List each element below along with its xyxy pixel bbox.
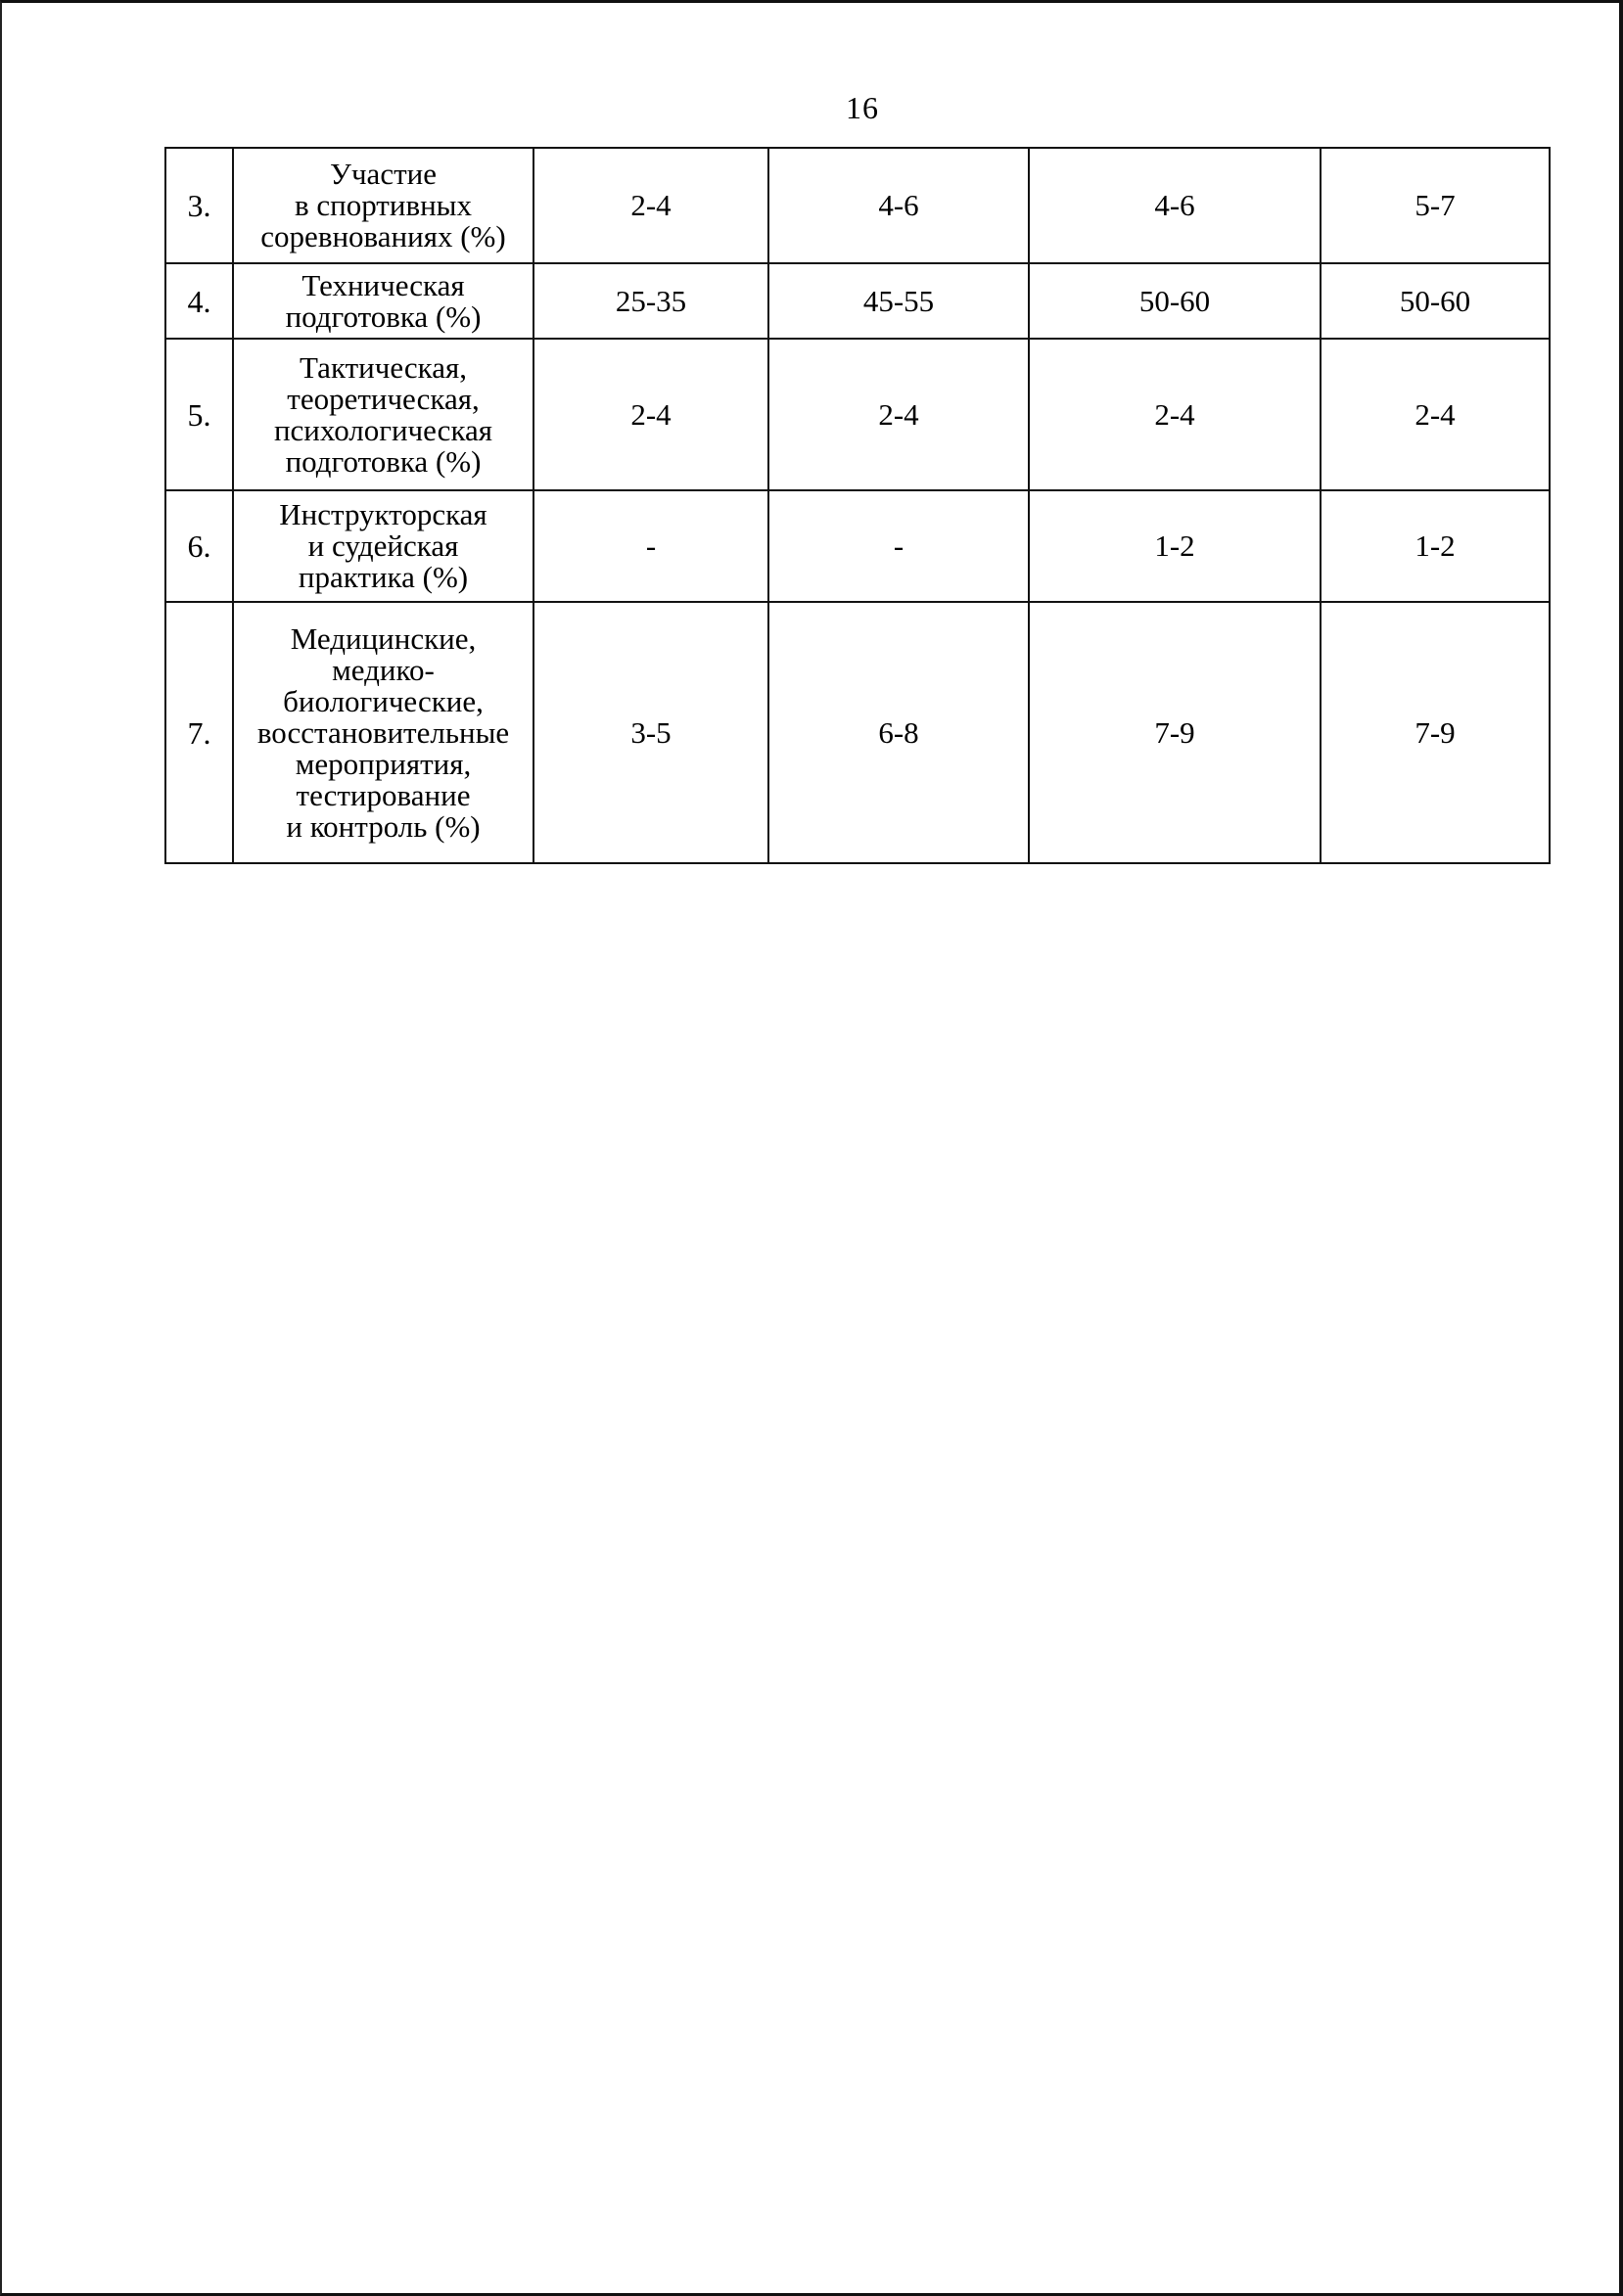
value-cell: 2-4 <box>1029 339 1321 490</box>
row-label: Техническая подготовка (%) <box>233 263 533 339</box>
value-cell: 50-60 <box>1321 263 1550 339</box>
value-cell: 7-9 <box>1029 602 1321 863</box>
value-cell: 6-8 <box>768 602 1029 863</box>
table-row <box>165 490 1550 602</box>
value-cell: 5-7 <box>1321 148 1550 263</box>
value-cell: 7-9 <box>1321 602 1550 863</box>
row-number: 5. <box>165 339 233 490</box>
row-number: 6. <box>165 490 233 602</box>
table-row <box>165 339 1550 490</box>
value-cell: - <box>768 490 1029 602</box>
value-cell: - <box>533 490 768 602</box>
value-cell: 2-4 <box>1321 339 1550 490</box>
value-cell: 1-2 <box>1321 490 1550 602</box>
value-cell: 2-4 <box>533 148 768 263</box>
row-label: Тактическая, теоретическая, психологическая подготовка (%) <box>233 339 533 490</box>
table-row <box>165 263 1550 339</box>
training-load-table <box>164 147 1551 864</box>
value-cell: 2-4 <box>768 339 1029 490</box>
value-cell: 4-6 <box>768 148 1029 263</box>
value-cell: 2-4 <box>533 339 768 490</box>
row-label: Медицинские, медико- биологические, восстановительные мероприятия, тестирование и контроль (%) <box>233 602 533 863</box>
row-number: 3. <box>165 148 233 263</box>
value-cell: 50-60 <box>1029 263 1321 339</box>
table-row <box>165 602 1550 863</box>
row-label: Инструкторская и судейская практика (%) <box>233 490 533 602</box>
value-cell: 1-2 <box>1029 490 1321 602</box>
page-number: 16 <box>846 90 879 125</box>
row-number: 4. <box>165 263 233 339</box>
row-number: 7. <box>165 602 233 863</box>
value-cell: 4-6 <box>1029 148 1321 263</box>
row-label: Участие в спортивных соревнованиях (%) <box>233 148 533 263</box>
value-cell: 3-5 <box>533 602 768 863</box>
value-cell: 25-35 <box>533 263 768 339</box>
value-cell: 45-55 <box>768 263 1029 339</box>
table-row <box>165 148 1550 263</box>
